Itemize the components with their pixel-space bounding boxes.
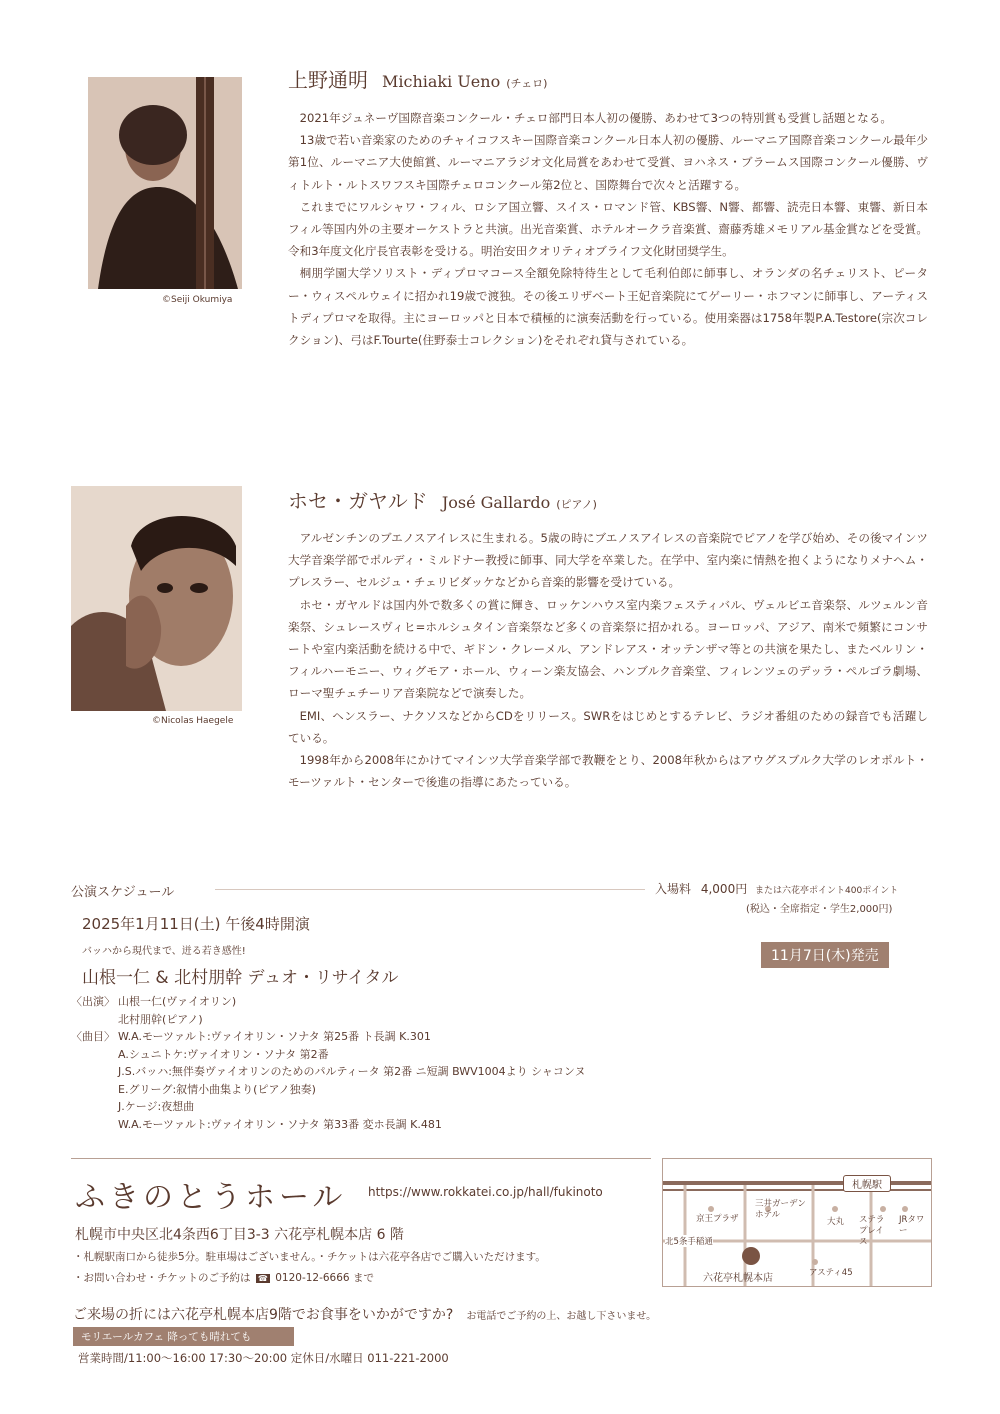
- program-item: E.グリーグ:叙情小曲集より(ピアノ独奏): [118, 1082, 316, 1096]
- gallardo-name-ja: ホセ・ガヤルド: [288, 489, 428, 513]
- map-station-label: 札幌駅: [843, 1175, 891, 1192]
- performers-label: 〈出演〉: [71, 995, 115, 1008]
- fee-label: 入場料: [655, 882, 692, 896]
- ueno-name-ja: 上野通明: [288, 68, 368, 92]
- hall-divider: [71, 1158, 651, 1159]
- ueno-photo: [88, 77, 242, 289]
- release-badge: 11月7日(木)発売: [761, 942, 889, 968]
- hall-url[interactable]: https://www.rokkatei.co.jp/hall/fukinoto: [368, 1185, 603, 1199]
- map-label: 三井ガーデンホテル: [755, 1199, 806, 1220]
- phone-icon: ☎: [257, 1274, 268, 1283]
- admission-fee: [655, 880, 898, 897]
- ueno-bio-paragraph: 桐朋学園大学ソリスト・ディプロマコース全額免除特待生として毛利伯郎に師事し、オランダの名チェリスト、ピーター・ウィスペルウェイに招かれ19歳で渡独。その後エリザベート王妃音楽院にてゲーリー・ホフマンに師事し、アーティストディプロマを取得。主にヨーロッパと日本で積極的に演奏活動を行っている。使用楽器は1758年製P.A.Testore(宗次コレクション)、弓はF.Tourte(住野泰士コレクション)をそれぞれ貸与されている。: [288, 266, 928, 348]
- restaurant-headline: ご来場の折には六花亭札幌本店9階でお食事をいかがですか?: [73, 1307, 454, 1323]
- hall-access-note: ・札幌駅南口から徒歩5分。駐車場はございません。・チケットは六花亭各店でご購入いただけます。: [73, 1251, 546, 1263]
- fee-alt: または六花亭ポイント400ポイント: [755, 886, 899, 896]
- cafe-name-band: モリエールカフェ 降っても晴れても: [73, 1327, 294, 1346]
- gallardo-bio-paragraph: ホセ・ガヤルドは国内外で数多くの賞に輝き、ロッケンハウス室内楽フェスティバル、ヴェルビエ音楽祭、ルツェルン音楽祭、シュレースヴィヒ=ホルシュタイン音楽祭など多くの音楽祭に招かれる。ヨーロッパ、アジア、南米で頻繁にコンサートや室内楽活動を続ける中で、ギドン・クレーメル、アンドレアス・オッテンザマ等との共演を果たし、またベルリン・フィルハーモニー、ウィグモア・ホール、ウィーン楽友協会、ハンブルク音楽堂、フィレンツェのデッラ・ペルゴラ劇場、ローマ聖チェチーリア音楽院などで演奏した。: [288, 597, 928, 701]
- hall-address: 札幌市中央区北4条西6丁目3-3 六花亭札幌本店 6 階: [75, 1227, 404, 1243]
- ueno-bio-paragraph: 2021年ジュネーヴ国際音楽コンクール・チェロ部門日本人初の優勝、あわせて3つの特別賞も受賞し話題となる。: [299, 111, 892, 125]
- contact-phone[interactable]: 0120-12-6666: [275, 1272, 350, 1284]
- concert-title: 山根一仁 & 北村朋幹 デュオ・リサイタル: [82, 968, 399, 988]
- program-label: 〈曲目〉: [71, 1030, 115, 1043]
- access-map: [662, 1158, 932, 1287]
- ueno-instrument: (チェロ): [506, 77, 548, 90]
- hall-contact: [73, 1270, 374, 1285]
- program-item: A.シュニトケ:ヴァイオリン・ソナタ 第2番: [118, 1047, 329, 1061]
- program-item: J.ケージ:夜想曲: [118, 1100, 195, 1113]
- gallardo-name-en: José Gallardo: [441, 493, 551, 512]
- ueno-bio: [288, 107, 928, 351]
- program-item: W.A.モーツァルト:ヴァイオリン・ソナタ 第33番 変ホ長調 K.481: [118, 1117, 442, 1131]
- contact-prefix: ・お問い合わせ・チケットのご予約は: [73, 1272, 251, 1284]
- cafe-hours: 営業時間/11:00〜16:00 17:30〜20:00 定休日/水曜日 011-221-2000: [78, 1351, 449, 1365]
- gallardo-bio: [288, 527, 928, 793]
- map-label: 六花亭札幌本店: [703, 1273, 773, 1284]
- map-label: 京王プラザ: [696, 1214, 739, 1224]
- map-label: JRタワー: [899, 1215, 925, 1236]
- hall-logo: ふきのとうホール: [75, 1180, 347, 1215]
- performer: 北村朋幹(ピアノ): [118, 1012, 203, 1026]
- concert-date: 2025年1月11日(土) 午後4時開演: [82, 915, 310, 933]
- program-item: W.A.モーツァルト:ヴァイオリン・ソナタ 第25番 ト長調 K.301: [118, 1030, 431, 1043]
- map-label: 大丸: [827, 1217, 845, 1227]
- program-details: [71, 993, 585, 1133]
- gallardo-bio-paragraph: EMI、ヘンスラー、ナクソスなどからCDをリリース。SWRをはじめとするテレビ、ラジオ番組のための録音でも活躍している。: [288, 708, 928, 745]
- gallardo-bio-paragraph: 1998年から2008年にかけてマインツ大学音楽学部で教鞭をとり、2008年秋からはアウグスブルク大学のレオポルト・モーツァルト・センターで後進の指導にあたっている。: [288, 753, 928, 790]
- ueno-bio-paragraph: 13歳で若い音楽家のためのチャイコフスキー国際音楽コンクール日本人初の優勝、ルーマニア国際音楽コンクール最年少第1位、ルーマニア大使館賞、ルーマニアラジオ文化局賞をあわせて受賞、ヨハネス・ブラームス国際コンクール優勝、ヴィトルト・ルトスワフスキ国際チェロコンクール第2位と、国際舞台で次々と活躍する。: [288, 133, 928, 192]
- ueno-photo-credit: ©Seiji Okumiya: [162, 295, 233, 305]
- schedule-title: 公演スケジュール: [71, 885, 175, 900]
- map-label: 北5条手稲通: [665, 1237, 713, 1247]
- fee-note: (税込・全席指定・学生2,000円): [746, 904, 893, 915]
- map-label: ステラプレイス: [859, 1215, 885, 1247]
- gallardo-photo: [71, 486, 242, 711]
- gallardo-photo-credit: ©Nicolas Haegele: [152, 716, 234, 726]
- performer: 山根一仁(ヴァイオリン): [118, 995, 237, 1008]
- gallardo-name: [288, 485, 597, 514]
- gallardo-instrument: (ピアノ): [556, 498, 597, 511]
- restaurant-promo: [73, 1304, 656, 1324]
- concert-tagline: バッハから現代まで、迸る若き感性!: [82, 946, 246, 957]
- program-item: J.S.バッハ:無伴奏ヴァイオリンのためのパルティータ 第2番 ニ短調 BWV1004より シャコンヌ: [118, 1065, 586, 1078]
- fee-value: 4,000円: [700, 882, 748, 896]
- restaurant-note: お電話でご予約の上、お越し下さいませ。: [466, 1311, 657, 1322]
- gallardo-bio-paragraph: アルゼンチンのブエノスアイレスに生まれる。5歳の時にブエノスアイレスの音楽院でピアノを学び始め、その後マインツ大学音楽学部でポルディ・ミルドナー教授に師事、同大学を卒業した。在学中、室内楽に情熱を抱くようになりメナヘム・プレスラー、セルジュ・チェリビダッケなどから音楽的影響を受けている。: [288, 531, 928, 590]
- ueno-name: [288, 64, 547, 93]
- ueno-name-en: Michiaki Ueno: [382, 72, 501, 91]
- map-label: アスティ45: [809, 1268, 853, 1278]
- contact-suffix: まで: [352, 1272, 374, 1284]
- schedule-divider: [215, 889, 645, 890]
- ueno-bio-paragraph: これまでにワルシャワ・フィル、ロシア国立響、スイス・ロマンド管、KBS響、N響、都響、読売日本響、東響、新日本フィル等国内外の主要オーケストラと共演。出光音楽賞、ホテルオークラ音楽賞、齋藤秀雄メモリアル基金賞などを受賞。令和3年度文化庁長官表彰を受ける。明治安田クオリティオブライフ文化財団奨学生。: [288, 199, 928, 259]
